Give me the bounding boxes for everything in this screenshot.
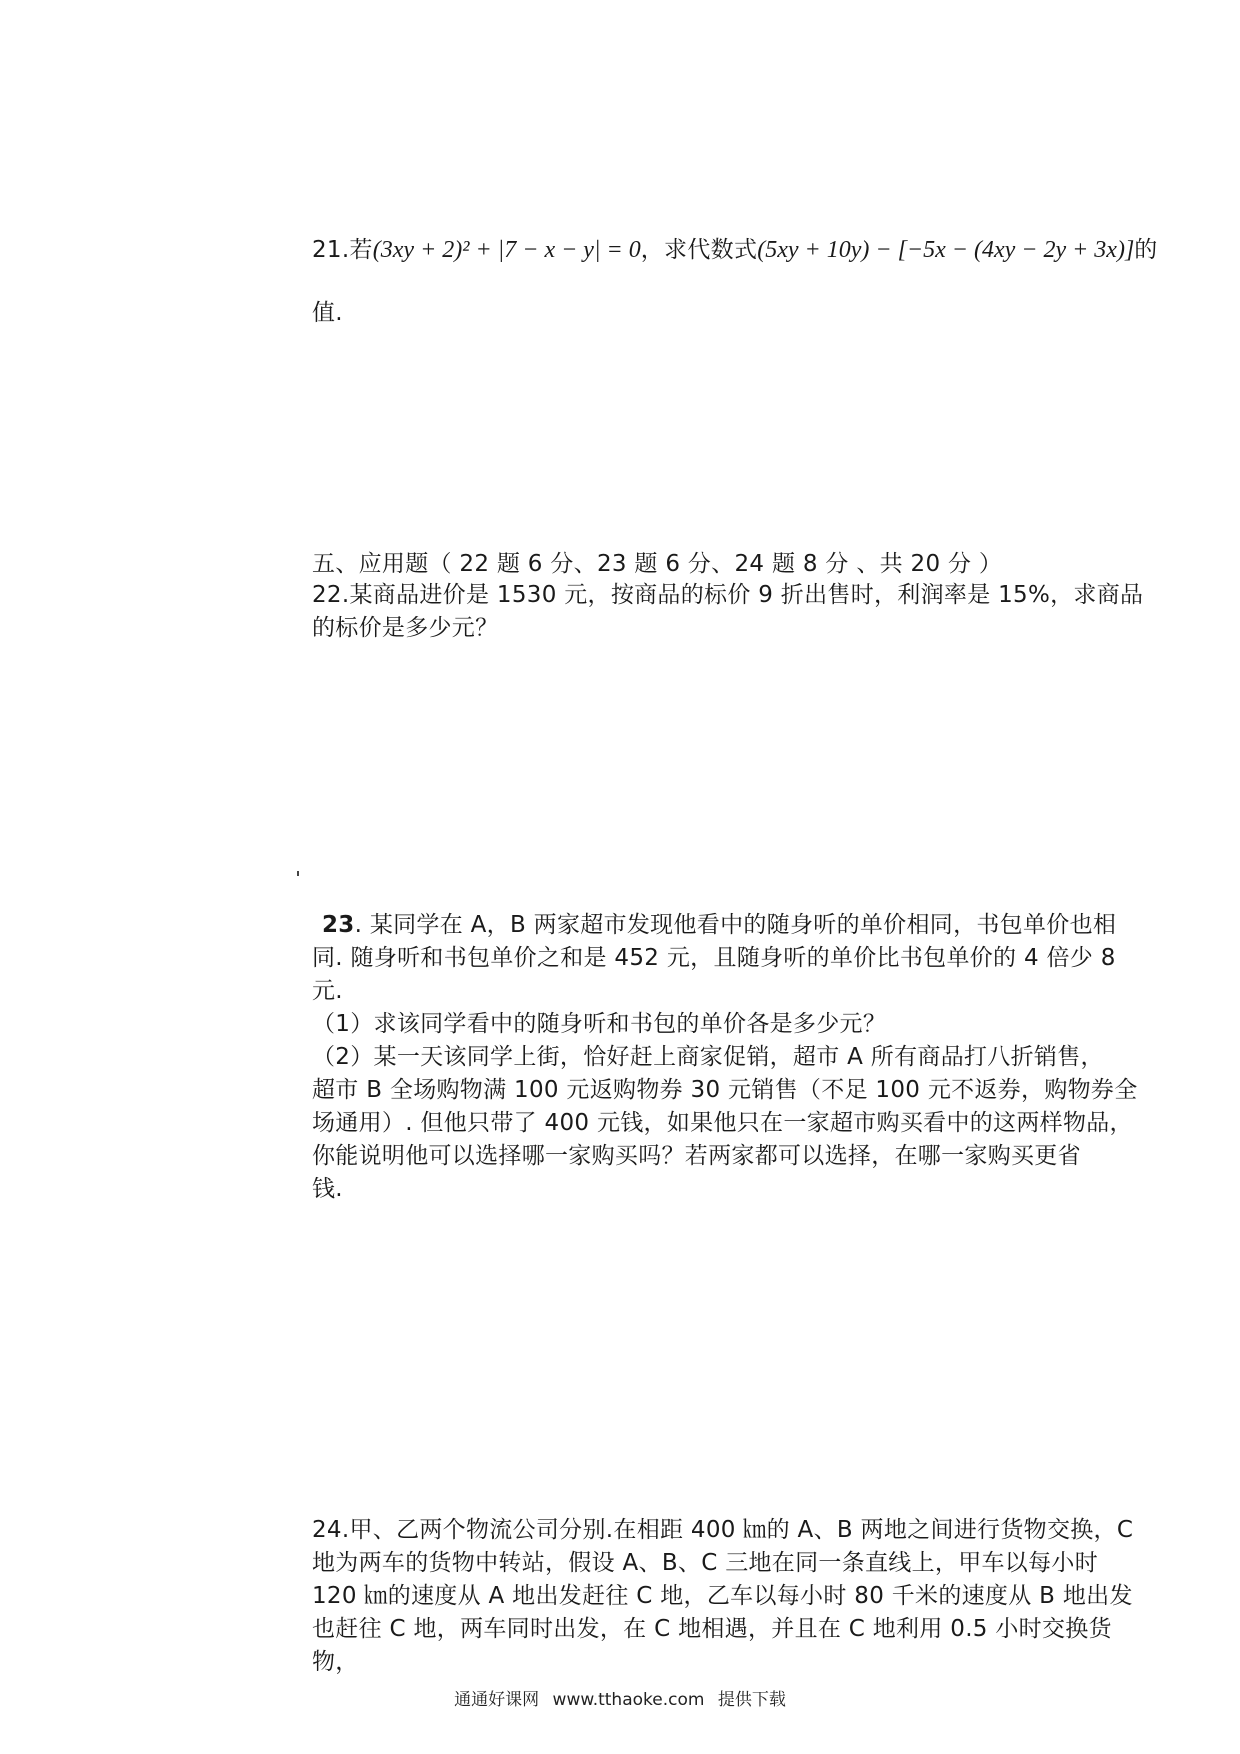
question-23-part-2-line-2: 超市 B 全场购物满 100 元返购物券 30 元销售（不足 100 元不返券，购物券全 (312, 1077, 1138, 1103)
question-23-part-2-line-4: 你能说明他可以选择哪一家购买吗？若两家都可以选择，在哪一家购买更省 (312, 1143, 1081, 1169)
question-23-part-1: （1）求该同学看中的随身听和书包的单价各是多少元？ (312, 1011, 887, 1037)
question-21-prefix: 21.若 (312, 237, 373, 263)
question-23-line-1 (312, 909, 1152, 942)
footer-tail: 提供下载 (717, 1690, 786, 1710)
question-23 (312, 909, 1152, 1206)
question-21-suffix: 的 (1134, 237, 1158, 263)
question-22-line-1: 22.某商品进价是 1530 元，按商品的标价 9 折出售时，利润率是 15%，求商品 (312, 582, 1144, 608)
question-24-line-4: 也赶往 C 地，两车同时出发，在 C 地相遇，并且在 C 地利用 0.5 小时交换货物， (312, 1616, 1112, 1675)
question-23-part-2-line-1: （2）某一天该同学上街，恰好赶上商家促销，超市 A 所有商品打八折销售， (312, 1044, 1104, 1070)
question-21-condition-formula: (3xy + 2)² + |7 − x − y| = 0 (372, 237, 641, 263)
question-21-expression-formula: (5xy + 10y) − [−5x − (4xy − 2y + 3x)] (757, 237, 1135, 263)
question-23-line-2: 同. 随身听和书包单价之和是 452 元，且随身听的单价比书包单价的 4 倍少 8 (312, 945, 1116, 971)
question-24-line-2: 地为两车的货物中转站，假设 A、B、C 三地在同一条直线上，甲车以每小时 (312, 1550, 1098, 1576)
question-24 (312, 1514, 1152, 1679)
question-24-line-3: 120 ㎞的速度从 A 地出发赶往 C 地，乙车以每小时 80 千米的速度从 B 地出发 (312, 1583, 1133, 1609)
question-21 (312, 234, 1158, 330)
question-22-line-2: 的标价是多少元？ (312, 615, 499, 641)
question-22 (312, 579, 1152, 645)
footer-url-link[interactable]: www.tthaoke.com (552, 1690, 705, 1710)
question-23-part-2-line-3: 场通用）. 但他只带了 400 元钱，如果他只在一家超市购买看中的这两样物品， (312, 1110, 1133, 1136)
section-heading-application: 五、应用题（ 22 题 6 分、23 题 6 分、24 题 8 分 、共 20 分 ） (312, 551, 1003, 577)
question-23-part-2-line-5: 钱. (312, 1176, 343, 1202)
question-24-line-1: 24.甲、乙两个物流公司分别.在相距 400 ㎞的 A、B 两地之间进行货物交换，C (312, 1517, 1134, 1543)
question-23-number: 23 (322, 912, 355, 938)
question-21-line-1 (312, 234, 1158, 267)
question-23-line-3: 元. (312, 978, 343, 1004)
stray-dot-mark (297, 871, 299, 876)
question-21-middle: ，求代数式 (640, 237, 758, 263)
footer-site-name: 通通好课网 (454, 1690, 540, 1710)
question-23-line-1-text: . 某同学在 A，B 两家超市发现他看中的随身听的单价相同，书包单价也相 (354, 912, 1117, 938)
question-21-line-2: 值. (312, 300, 343, 326)
page-footer (0, 1689, 1240, 1711)
